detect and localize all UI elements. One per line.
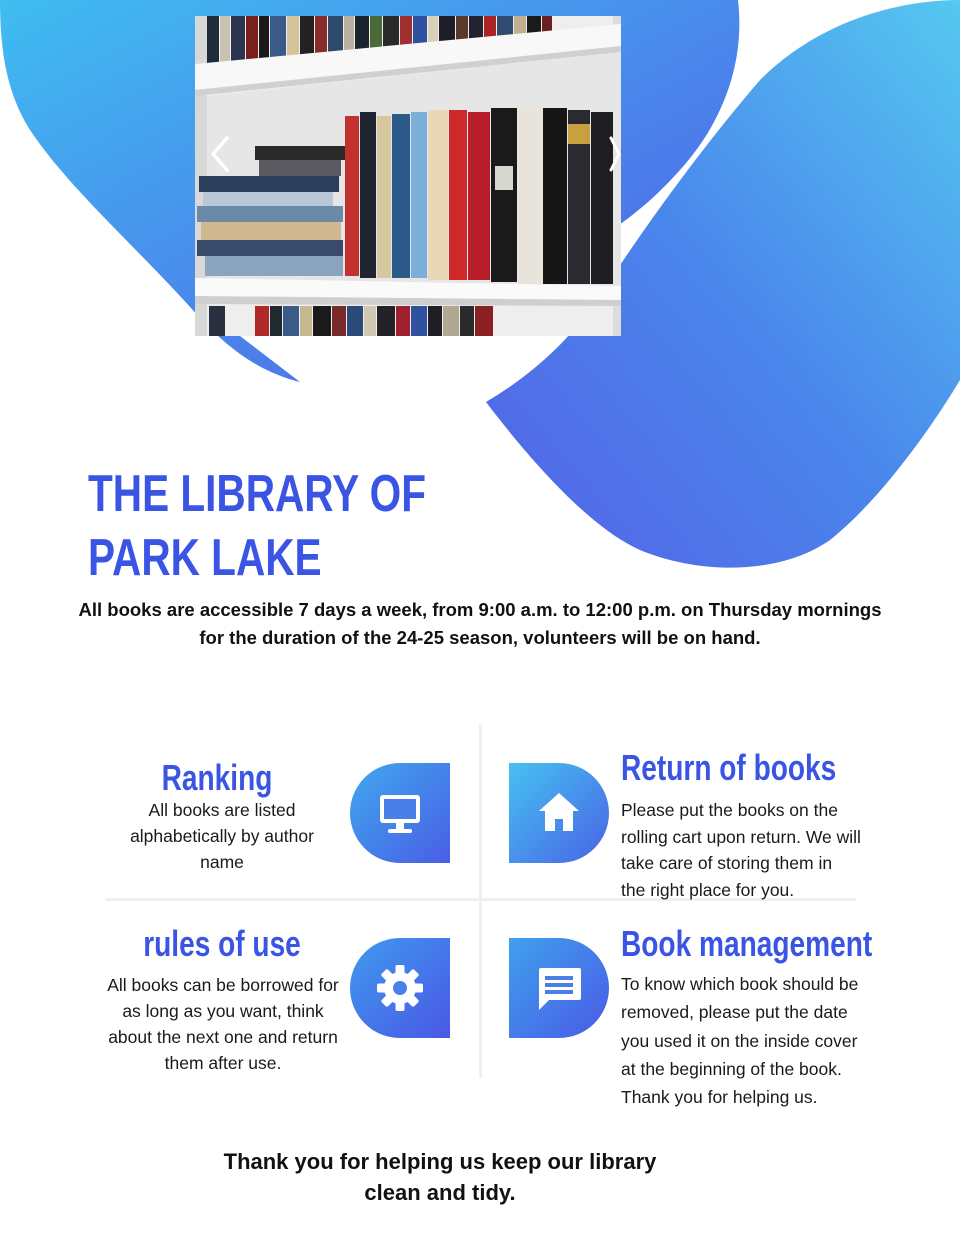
page-title [88, 462, 426, 590]
message-icon [509, 938, 609, 1038]
bookshelf-illustration [195, 16, 621, 336]
bookshelf-photo [195, 16, 621, 336]
return-books-title: Return of books [621, 747, 837, 788]
title-line-2: PARK LAKE [88, 529, 322, 587]
ranking-text: All books are listed alphabetically by author name [130, 800, 314, 872]
management-title: Book management [621, 923, 873, 964]
management-text: To know which book should be removed, please put the date you used it on the inside cover at the beginning of the book. Thank you for helping us. [621, 974, 859, 1108]
home-icon [509, 763, 609, 863]
closing-text: Thank you for helping us keep our library clean and tidy. [223, 1149, 657, 1205]
monitor-icon [350, 763, 450, 863]
chevron-right-icon[interactable] [609, 134, 621, 174]
rules-text: All books can be borrowed for as long as you want, think about the next one and return them after use. [107, 975, 339, 1073]
title-line-1: THE LIBRARY OF [88, 465, 427, 523]
return-books-text: Please put the books on the rolling cart upon return. We will take care of storing them in the right place for you. [621, 800, 861, 900]
vertical-divider [479, 724, 482, 1078]
ranking-title: Ranking [161, 757, 273, 798]
chevron-left-icon[interactable] [207, 134, 233, 174]
intro-text: All books are accessible 7 days a week, from 9:00 a.m. to 12:00 p.m. on Thursday mornings for the duration of the 24-25 season, volunteers will be on hand. [78, 599, 882, 648]
gear-icon [350, 938, 450, 1038]
rules-title: rules of use [143, 923, 301, 964]
